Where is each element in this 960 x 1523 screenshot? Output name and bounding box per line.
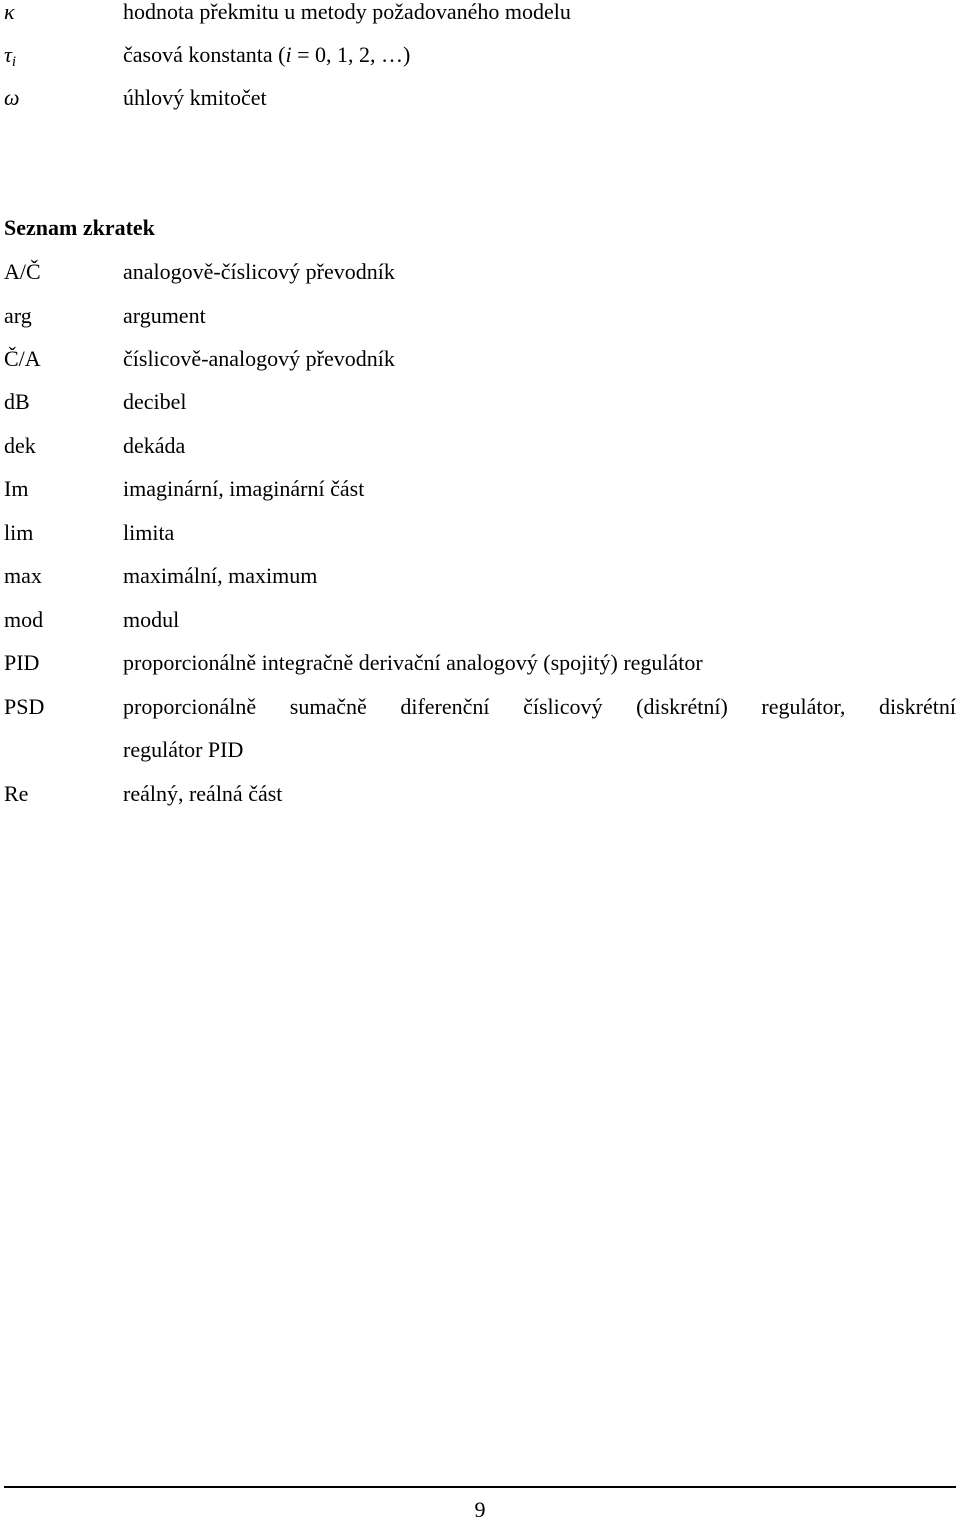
footer-divider <box>4 1486 956 1488</box>
abbreviation-description: číslicově-analogový převodník <box>123 346 395 371</box>
abbreviation: Re <box>4 781 29 806</box>
symbol-description: úhlový kmitočet <box>123 85 267 110</box>
symbol-row <box>4 83 956 113</box>
abbreviation-row <box>4 301 956 331</box>
abbreviation-row <box>4 474 956 504</box>
abbreviation-row <box>4 605 956 635</box>
abbreviation-description: imaginární, imaginární část <box>123 476 365 501</box>
abbreviation: mod <box>4 607 44 632</box>
symbol-description <box>123 40 410 70</box>
abbreviation: PID <box>4 650 40 675</box>
symbol-subscript: i <box>11 54 17 70</box>
section-heading: Seznam zkratek <box>4 215 155 240</box>
abbreviation-description: analogově-číslicový převodník <box>123 259 395 284</box>
abbreviation-row <box>4 692 956 722</box>
symbol: κ <box>4 0 15 24</box>
abbreviation-description: proporcionálně sumačně diferenční číslicový (diskrétní) regulátor, diskrétní <box>123 694 956 719</box>
abbreviation-description: decibel <box>123 389 187 414</box>
abbreviation-row <box>4 561 956 591</box>
abbreviation-row <box>4 518 956 548</box>
description-variable: i <box>285 42 292 67</box>
abbreviation-row <box>4 257 956 287</box>
description-text: = 0, 1, 2, …) <box>291 42 411 67</box>
abbreviation-description: limita <box>123 520 175 545</box>
abbreviation: dB <box>4 389 30 414</box>
abbreviation-row-continuation <box>4 735 956 765</box>
page-number: 9 <box>474 1497 486 1522</box>
abbreviation-row <box>4 779 956 809</box>
symbol: ω <box>4 85 20 110</box>
abbreviation-row <box>4 344 956 374</box>
description-text: časová konstanta ( <box>123 42 286 67</box>
abbreviation: A/Č <box>4 259 41 284</box>
abbreviation-description: regulátor PID <box>123 737 244 762</box>
abbreviation: dek <box>4 433 36 458</box>
abbreviation-row <box>4 431 956 461</box>
abbreviation-row <box>4 648 956 678</box>
symbol <box>4 40 16 77</box>
abbreviation-description: reálný, reálná část <box>123 781 283 806</box>
abbreviation: max <box>4 563 42 588</box>
abbreviation: Im <box>4 476 29 501</box>
abbreviation-description: dekáda <box>123 433 186 458</box>
symbol-char: τ <box>4 42 12 67</box>
abbreviation: PSD <box>4 694 45 719</box>
abbreviation-description: proporcionálně integračně derivační analogový (spojitý) regulátor <box>123 650 703 675</box>
abbreviation: Č/A <box>4 346 41 371</box>
abbreviation-description: modul <box>123 607 180 632</box>
abbreviation: lim <box>4 520 34 545</box>
abbreviation-description: maximální, maximum <box>123 563 318 588</box>
symbol-row <box>4 40 956 70</box>
abbreviation-row <box>4 387 956 417</box>
symbol-row <box>4 0 956 27</box>
abbreviation: arg <box>4 303 32 328</box>
symbol-description: hodnota překmitu u metody požadovaného modelu <box>123 0 571 24</box>
abbreviation-description: argument <box>123 303 206 328</box>
